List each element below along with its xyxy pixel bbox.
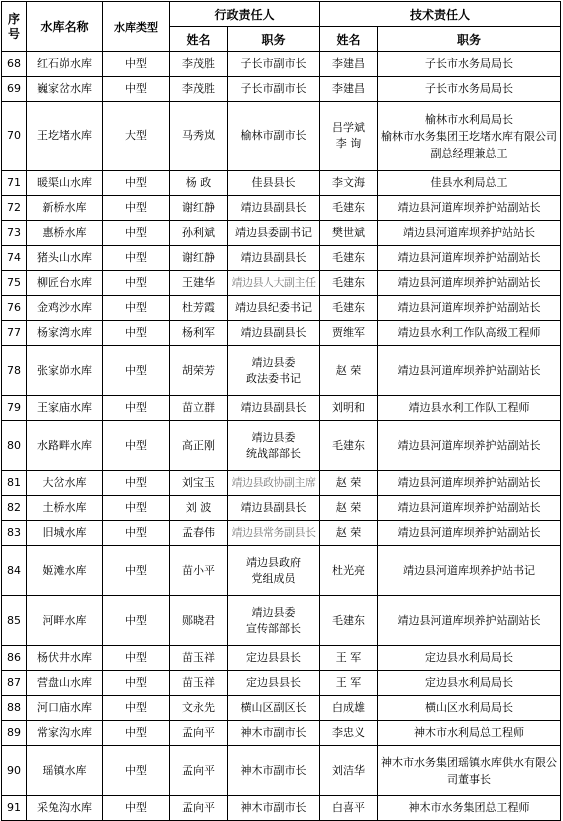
cell-reservoir: 营盘山水库 — [27, 671, 103, 696]
header-type: 水库类型 — [103, 2, 170, 52]
cell-tech-position: 榆林市水利局局长 榆林市水务集团王圪堵水库有限公司副总经理兼总工 — [378, 102, 561, 171]
cell-tech-name: 王 军 — [320, 671, 378, 696]
cell-tech-position: 靖边县河道库坝养护站副站长 — [378, 346, 561, 396]
cell-tech-position: 靖边县河道库坝养护站副站长 — [378, 596, 561, 646]
cell-type: 中型 — [103, 396, 170, 421]
cell-admin-position: 靖边县副县长 — [228, 321, 320, 346]
cell-type: 中型 — [103, 321, 170, 346]
cell-admin-position: 靖边县委副书记 — [228, 221, 320, 246]
cell-tech-name: 赵 荣 — [320, 471, 378, 496]
cell-reservoir: 杨伏井水库 — [27, 646, 103, 671]
table-row — [2, 102, 561, 171]
cell-admin-name: 孟向平 — [170, 746, 228, 796]
table-body — [2, 52, 561, 821]
header-tech: 技术责任人 — [320, 2, 561, 27]
cell-type: 中型 — [103, 346, 170, 396]
table-row — [2, 496, 561, 521]
cell-type: 大型 — [103, 102, 170, 171]
cell-admin-position: 定边县县长 — [228, 671, 320, 696]
cell-no: 77 — [2, 321, 27, 346]
cell-reservoir: 暖渠山水库 — [27, 171, 103, 196]
cell-reservoir: 采兔沟水库 — [27, 796, 103, 821]
cell-tech-name: 白成雄 — [320, 696, 378, 721]
cell-type: 中型 — [103, 421, 170, 471]
cell-tech-name: 毛建东 — [320, 596, 378, 646]
table-row — [2, 696, 561, 721]
table-row — [2, 521, 561, 546]
cell-admin-name: 胡荣芳 — [170, 346, 228, 396]
cell-admin-position: 靖边县副县长 — [228, 496, 320, 521]
cell-reservoir: 河畔水库 — [27, 596, 103, 646]
cell-no: 86 — [2, 646, 27, 671]
cell-type: 中型 — [103, 521, 170, 546]
cell-no: 68 — [2, 52, 27, 77]
cell-reservoir: 王家庙水库 — [27, 396, 103, 421]
cell-admin-name: 王建华 — [170, 271, 228, 296]
header-admin: 行政责任人 — [170, 2, 320, 27]
cell-type: 中型 — [103, 246, 170, 271]
cell-tech-position: 横山区水利局局长 — [378, 696, 561, 721]
table-row — [2, 246, 561, 271]
cell-type: 中型 — [103, 546, 170, 596]
cell-admin-name: 孙利斌 — [170, 221, 228, 246]
cell-tech-position: 神木市水利局总工程师 — [378, 721, 561, 746]
cell-no: 73 — [2, 221, 27, 246]
cell-type: 中型 — [103, 496, 170, 521]
cell-no: 82 — [2, 496, 27, 521]
cell-tech-position: 靖边县水利工作队高级工程师 — [378, 321, 561, 346]
cell-tech-name: 赵 荣 — [320, 496, 378, 521]
cell-no: 89 — [2, 721, 27, 746]
cell-type: 中型 — [103, 646, 170, 671]
table-row — [2, 346, 561, 396]
cell-admin-name: 苗玉祥 — [170, 671, 228, 696]
table-row — [2, 596, 561, 646]
cell-tech-position: 靖边县河道库坝养护站副站长 — [378, 521, 561, 546]
cell-admin-name: 杨利军 — [170, 321, 228, 346]
cell-reservoir: 杨家湾水库 — [27, 321, 103, 346]
table-row — [2, 221, 561, 246]
cell-tech-name: 李文海 — [320, 171, 378, 196]
cell-admin-name: 郧晓君 — [170, 596, 228, 646]
cell-admin-name: 李茂胜 — [170, 77, 228, 102]
table-row — [2, 671, 561, 696]
cell-reservoir: 大岔水库 — [27, 471, 103, 496]
cell-admin-name: 孟向平 — [170, 796, 228, 821]
cell-reservoir: 姬滩水库 — [27, 546, 103, 596]
cell-type: 中型 — [103, 721, 170, 746]
cell-admin-name: 刘宝玉 — [170, 471, 228, 496]
cell-admin-position: 靖边县副县长 — [228, 246, 320, 271]
cell-admin-position: 靖边县常务副县长 — [228, 521, 320, 546]
cell-tech-name: 李忠义 — [320, 721, 378, 746]
cell-admin-position: 靖边县副县长 — [228, 196, 320, 221]
table-row — [2, 77, 561, 102]
table-row — [2, 471, 561, 496]
cell-tech-position: 佳县水利局总工 — [378, 171, 561, 196]
cell-admin-position: 靖边县副县长 — [228, 396, 320, 421]
table-row — [2, 296, 561, 321]
cell-tech-position: 子长市水务局局长 — [378, 52, 561, 77]
cell-type: 中型 — [103, 746, 170, 796]
table-row — [2, 196, 561, 221]
cell-admin-position: 神木市副市长 — [228, 721, 320, 746]
cell-reservoir: 金鸡沙水库 — [27, 296, 103, 321]
cell-admin-position: 靖边县政协副主席 — [228, 471, 320, 496]
cell-type: 中型 — [103, 696, 170, 721]
cell-admin-position: 定边县县长 — [228, 646, 320, 671]
cell-type: 中型 — [103, 221, 170, 246]
table-header — [2, 2, 561, 52]
cell-type: 中型 — [103, 52, 170, 77]
cell-tech-position: 定边县水利局局长 — [378, 646, 561, 671]
cell-reservoir: 瑶镇水库 — [27, 746, 103, 796]
cell-admin-position: 靖边县委 统战部部长 — [228, 421, 320, 471]
cell-tech-position: 靖边县河道库坝养护站副站长 — [378, 246, 561, 271]
cell-tech-name: 毛建东 — [320, 421, 378, 471]
cell-tech-position: 靖边县河道库坝养护站副站长 — [378, 196, 561, 221]
cell-no: 71 — [2, 171, 27, 196]
table-row — [2, 796, 561, 821]
cell-no: 78 — [2, 346, 27, 396]
cell-reservoir: 王圪堵水库 — [27, 102, 103, 171]
cell-type: 中型 — [103, 271, 170, 296]
cell-reservoir: 柳匠台水库 — [27, 271, 103, 296]
header-reservoir: 水库名称 — [27, 2, 103, 52]
cell-reservoir: 巍家岔水库 — [27, 77, 103, 102]
cell-admin-position: 靖边县委 宣传部部长 — [228, 596, 320, 646]
cell-admin-name: 孟向平 — [170, 721, 228, 746]
cell-no: 88 — [2, 696, 27, 721]
cell-admin-position: 神木市副市长 — [228, 746, 320, 796]
cell-admin-name: 李茂胜 — [170, 52, 228, 77]
header-admin-name: 姓名 — [170, 27, 228, 52]
cell-reservoir: 惠桥水库 — [27, 221, 103, 246]
cell-tech-position: 靖边县水利工作队工程师 — [378, 396, 561, 421]
cell-admin-position: 靖边县纪委书记 — [228, 296, 320, 321]
cell-tech-position: 靖边县河道库坝养护站副站长 — [378, 421, 561, 471]
cell-no: 76 — [2, 296, 27, 321]
table-row — [2, 646, 561, 671]
reservoir-responsibility-table — [1, 1, 561, 821]
cell-reservoir: 红石峁水库 — [27, 52, 103, 77]
cell-admin-name: 苗玉祥 — [170, 646, 228, 671]
cell-type: 中型 — [103, 196, 170, 221]
cell-admin-position: 佳县县长 — [228, 171, 320, 196]
cell-no: 84 — [2, 546, 27, 596]
table-row — [2, 421, 561, 471]
cell-tech-name: 毛建东 — [320, 246, 378, 271]
cell-reservoir: 旧城水库 — [27, 521, 103, 546]
table-row — [2, 546, 561, 596]
cell-no: 75 — [2, 271, 27, 296]
cell-tech-name: 王 军 — [320, 646, 378, 671]
cell-no: 87 — [2, 671, 27, 696]
cell-admin-name: 刘 波 — [170, 496, 228, 521]
table-row — [2, 321, 561, 346]
cell-tech-position: 神木市水务集团瑶镇水库供水有限公司董事长 — [378, 746, 561, 796]
cell-tech-position: 靖边县河道库坝养护站副站长 — [378, 271, 561, 296]
cell-tech-position: 子长市水务局局长 — [378, 77, 561, 102]
cell-no: 85 — [2, 596, 27, 646]
cell-reservoir: 猪头山水库 — [27, 246, 103, 271]
cell-tech-name: 杜光亮 — [320, 546, 378, 596]
cell-tech-name: 刘明和 — [320, 396, 378, 421]
cell-tech-position: 靖边县河道库坝养护站副站长 — [378, 496, 561, 521]
cell-admin-name: 马秀岚 — [170, 102, 228, 171]
cell-tech-name: 白喜平 — [320, 796, 378, 821]
cell-tech-name: 赵 荣 — [320, 521, 378, 546]
cell-admin-name: 高正刚 — [170, 421, 228, 471]
cell-type: 中型 — [103, 296, 170, 321]
cell-tech-position: 定边县水利局局长 — [378, 671, 561, 696]
cell-no: 80 — [2, 421, 27, 471]
cell-type: 中型 — [103, 671, 170, 696]
cell-no: 81 — [2, 471, 27, 496]
cell-no: 90 — [2, 746, 27, 796]
cell-admin-name: 文永先 — [170, 696, 228, 721]
cell-reservoir: 水路畔水库 — [27, 421, 103, 471]
cell-admin-name: 杜芳霞 — [170, 296, 228, 321]
cell-tech-name: 赵 荣 — [320, 346, 378, 396]
cell-type: 中型 — [103, 171, 170, 196]
cell-tech-name: 刘洁华 — [320, 746, 378, 796]
cell-admin-position: 神木市副市长 — [228, 796, 320, 821]
cell-tech-position: 靖边县河道库坝养护站副站长 — [378, 471, 561, 496]
table-row — [2, 271, 561, 296]
cell-no: 74 — [2, 246, 27, 271]
cell-type: 中型 — [103, 796, 170, 821]
cell-admin-position: 子长市副市长 — [228, 77, 320, 102]
table-row — [2, 171, 561, 196]
table-row — [2, 52, 561, 77]
cell-reservoir: 土桥水库 — [27, 496, 103, 521]
cell-admin-name: 谢红静 — [170, 246, 228, 271]
cell-reservoir: 新桥水库 — [27, 196, 103, 221]
header-tech-position: 职务 — [378, 27, 561, 52]
cell-no: 83 — [2, 521, 27, 546]
cell-admin-position: 子长市副市长 — [228, 52, 320, 77]
cell-tech-name: 樊世斌 — [320, 221, 378, 246]
cell-admin-name: 杨 政 — [170, 171, 228, 196]
cell-type: 中型 — [103, 471, 170, 496]
cell-no: 91 — [2, 796, 27, 821]
cell-tech-name: 吕学斌 李 询 — [320, 102, 378, 171]
cell-tech-name: 李建昌 — [320, 77, 378, 102]
cell-no: 72 — [2, 196, 27, 221]
cell-tech-position: 靖边县河道库坝养护站书记 — [378, 546, 561, 596]
cell-tech-name: 李建昌 — [320, 52, 378, 77]
header-admin-position: 职务 — [228, 27, 320, 52]
cell-no: 70 — [2, 102, 27, 171]
cell-admin-name: 孟春伟 — [170, 521, 228, 546]
cell-type: 中型 — [103, 77, 170, 102]
cell-type: 中型 — [103, 596, 170, 646]
cell-tech-name: 毛建东 — [320, 196, 378, 221]
cell-admin-name: 苗小平 — [170, 546, 228, 596]
cell-admin-name: 苗立群 — [170, 396, 228, 421]
cell-tech-name: 贾维军 — [320, 321, 378, 346]
cell-admin-name: 谢红静 — [170, 196, 228, 221]
cell-tech-position: 靖边县河道库坝养护站副站长 — [378, 296, 561, 321]
cell-reservoir: 张家峁水库 — [27, 346, 103, 396]
header-tech-name: 姓名 — [320, 27, 378, 52]
cell-admin-position: 靖边县政府 党组成员 — [228, 546, 320, 596]
table-row — [2, 721, 561, 746]
cell-admin-position: 靖边县委 政法委书记 — [228, 346, 320, 396]
header-no: 序 号 — [2, 2, 27, 52]
cell-admin-position: 横山区副区长 — [228, 696, 320, 721]
table-row — [2, 396, 561, 421]
cell-admin-position: 榆林市副市长 — [228, 102, 320, 171]
cell-no: 69 — [2, 77, 27, 102]
cell-admin-position: 靖边县人大副主任 — [228, 271, 320, 296]
cell-tech-position: 靖边县河道库坝养护站站长 — [378, 221, 561, 246]
cell-tech-position: 神木市水务集团总工程师 — [378, 796, 561, 821]
cell-reservoir: 常家沟水库 — [27, 721, 103, 746]
cell-tech-name: 毛建东 — [320, 271, 378, 296]
cell-tech-name: 毛建东 — [320, 296, 378, 321]
table-row — [2, 746, 561, 796]
cell-no: 79 — [2, 396, 27, 421]
cell-reservoir: 河口庙水库 — [27, 696, 103, 721]
